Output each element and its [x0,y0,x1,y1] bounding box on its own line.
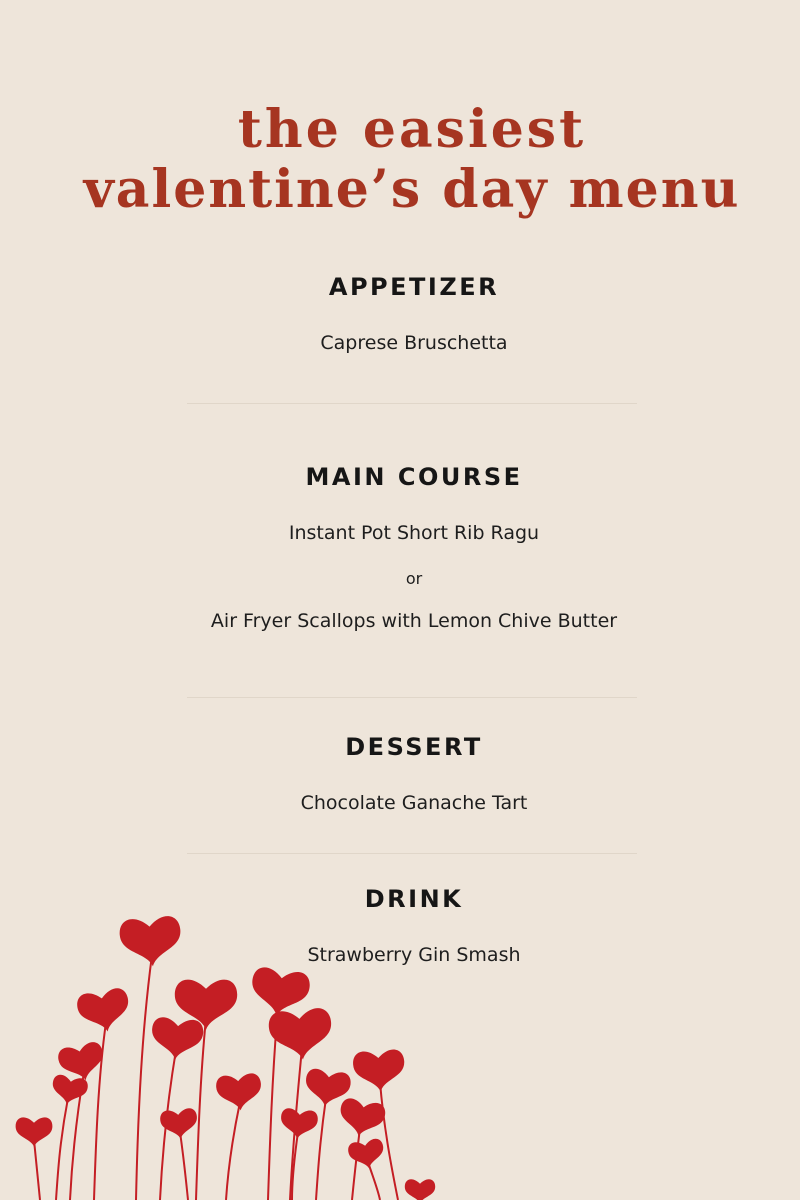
menu-item-dessert: Chocolate Ganache Tart [300,792,528,814]
hearts-illustration [0,900,460,1200]
section-heading-main-course: MAIN COURSE [305,463,523,491]
menu-item-drink: Strawberry Gin Smash [307,944,521,966]
divider [187,403,637,404]
menu-item-main-1: Instant Pot Short Rib Ragu [288,522,540,544]
menu-item-separator: or [405,569,423,588]
section-heading-dessert: DESSERT [345,733,483,761]
section-heading-drink: DRINK [364,885,464,913]
menu-title-line-1: the easiest [237,99,587,160]
section-heading-appetizer: APPETIZER [328,273,500,301]
menu-title-line-2: valentine’s day menu [83,159,741,220]
divider [187,853,637,854]
divider [187,697,637,698]
menu-item-main-2: Air Fryer Scallops with Lemon Chive Butter [210,610,618,632]
menu-item-appetizer: Caprese Bruschetta [320,332,508,354]
